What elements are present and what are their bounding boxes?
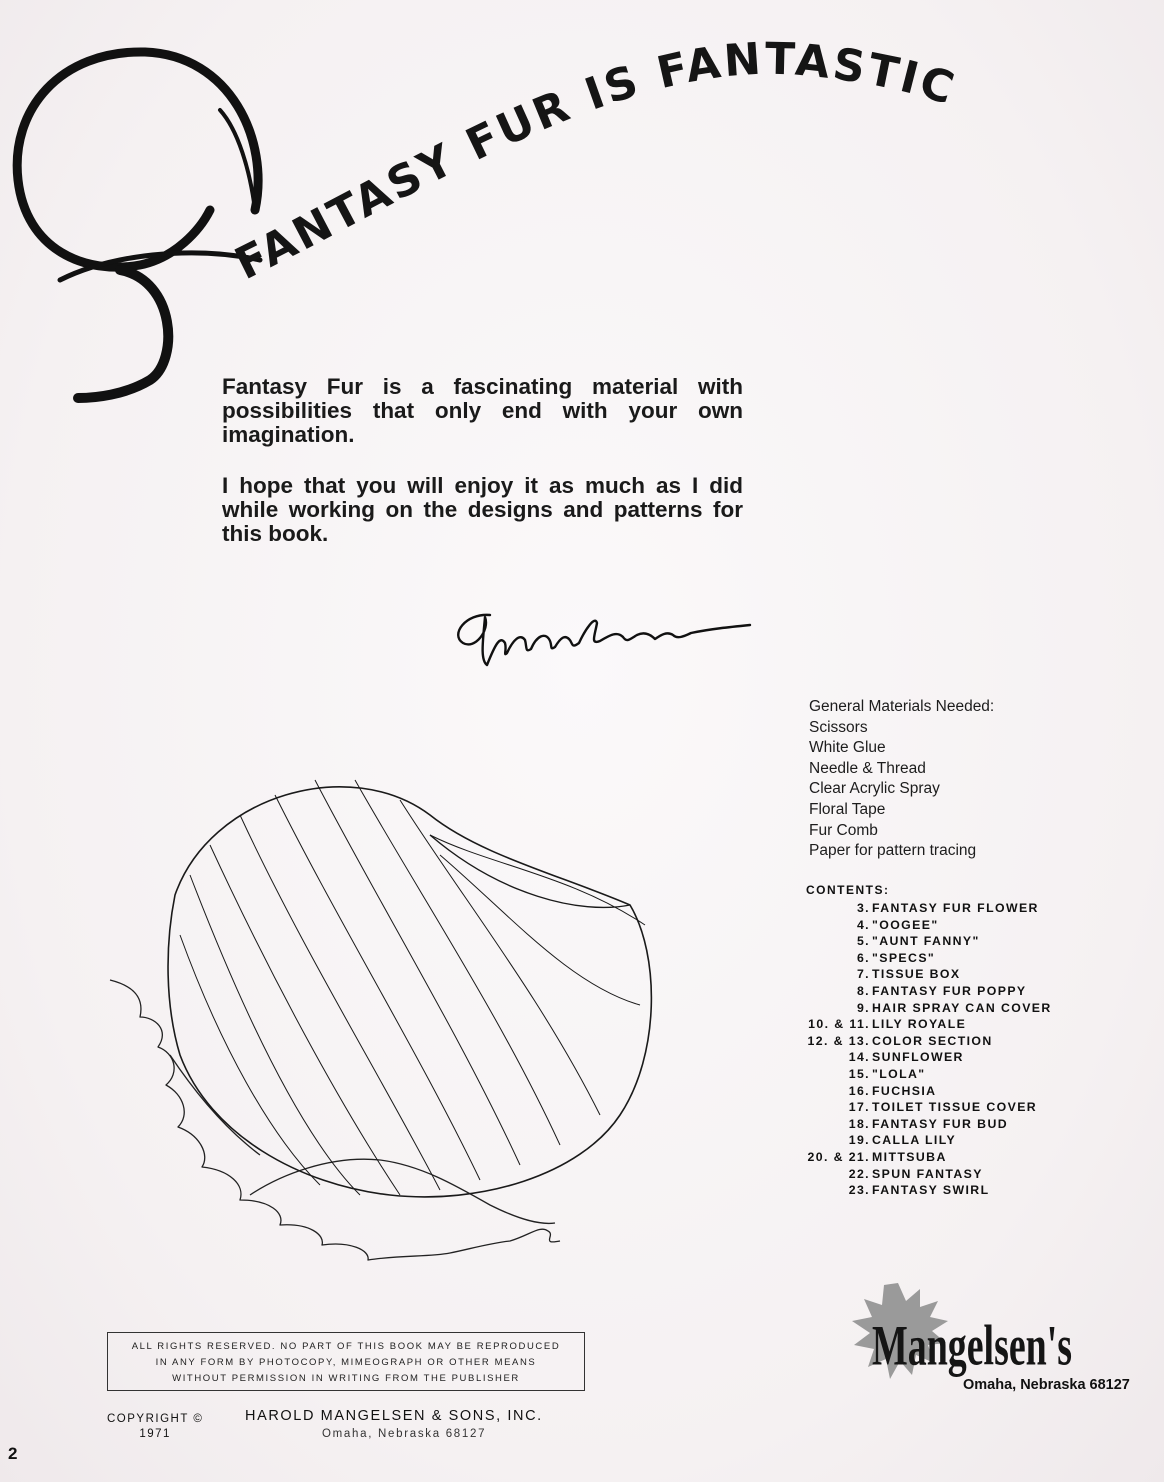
contents-title-text: FANTASY FUR POPPY <box>872 983 1027 998</box>
contents-title-text: TOILET TISSUE COVER <box>872 1100 1038 1115</box>
rights-line: ALL RIGHTS RESERVED. NO PART OF THIS BOOK MAY BE REPRODUCED <box>131 1341 561 1352</box>
contents-page: 12. & 13. <box>807 1033 870 1048</box>
contents-item <box>800 966 1052 983</box>
contents-item <box>800 1066 1052 1083</box>
contents-item <box>800 917 1052 934</box>
contents-item <box>800 1000 1052 1017</box>
publisher-city: Omaha, Nebraska 68127 <box>322 1428 487 1440</box>
contents-title-text: "LOLA" <box>872 1066 926 1081</box>
headline-text: FANTASY FUR IS FANTASTIC <box>227 40 963 290</box>
contents-item <box>800 1016 1052 1033</box>
contents-item <box>800 983 1052 1000</box>
materials-item: Fur Comb <box>809 821 878 839</box>
contents-page: 8. <box>856 983 870 998</box>
materials-item: Paper for pattern tracing <box>809 842 977 860</box>
contents-page: 18. <box>848 1116 870 1131</box>
contents-page: 22. <box>848 1166 870 1181</box>
contents-title-text: "AUNT FANNY" <box>872 934 980 949</box>
copyright-label: COPYRIGHT © <box>107 1413 204 1425</box>
contents-title-text: "OOGEE" <box>872 917 939 932</box>
contents-title-text: LILY ROYALE <box>872 1017 967 1032</box>
materials-title: General Materials Needed: <box>809 698 995 715</box>
contents-title-text: FUCHSIA <box>872 1083 937 1098</box>
contents-title-text: FANTASY FUR FLOWER <box>872 901 1039 915</box>
contents-item <box>800 933 1052 950</box>
contents-page: 4. <box>856 917 870 932</box>
contents-item <box>800 1033 1052 1050</box>
brand-wordmark: Mangelsen's <box>872 1313 1072 1377</box>
mangelsens-logo <box>850 1283 1090 1383</box>
contents-page: 17. <box>848 1100 870 1115</box>
contents-list <box>800 900 1052 1199</box>
contents-title-text: FANTASY FUR BUD <box>872 1116 1009 1131</box>
copyright <box>107 1412 203 1442</box>
contents-item <box>800 1166 1052 1183</box>
contents-page: 6. <box>856 950 870 965</box>
contents-item <box>800 1049 1052 1066</box>
materials-list <box>809 697 994 862</box>
intro-paragraph-2: I hope that you will enjoy it as much as I did while working on the designs and patterns for this book. <box>222 473 743 546</box>
materials-item: Scissors <box>809 718 868 736</box>
brand-city: Omaha, Nebraska 68127 <box>963 1377 1130 1393</box>
contents-page: 5. <box>856 934 870 949</box>
contents-page: 10. & 11. <box>808 1017 870 1032</box>
page-number: 2 <box>8 1444 18 1463</box>
contents-page: 20. & 21. <box>807 1149 870 1164</box>
contents-title-text: MITTSUBA <box>872 1149 947 1164</box>
headline <box>200 40 1080 300</box>
rights-line: IN ANY FORM BY PHOTOCOPY, MIMEOGRAPH OR OTHER MEANS <box>155 1357 537 1368</box>
contents-page: 19. <box>848 1133 870 1148</box>
svg-text:FANTASY FUR IS FANTASTIC <box>227 40 962 290</box>
rights-notice <box>107 1332 585 1391</box>
rights-line: WITHOUT PERMISSION IN WRITING FROM THE PUBLISHER <box>172 1373 520 1384</box>
contents-item <box>800 1116 1052 1133</box>
materials-item: Clear Acrylic Spray <box>809 780 940 798</box>
contents-title-text: SUNFLOWER <box>872 1050 964 1065</box>
contents-title-text: TISSUE BOX <box>872 967 961 982</box>
contents-title: CONTENTS: <box>806 883 890 897</box>
contents-page: 3. <box>856 901 870 915</box>
contents-page: 9. <box>856 1000 870 1015</box>
contents-page: 7. <box>856 967 870 982</box>
copyright-year: 1971 <box>139 1428 171 1440</box>
signature <box>445 595 765 685</box>
contents-item <box>800 1182 1052 1199</box>
contents-page: 16. <box>848 1083 870 1098</box>
contents-item <box>800 1099 1052 1116</box>
contents-page: 15. <box>848 1066 870 1081</box>
materials-item: Floral Tape <box>809 800 886 818</box>
contents-title-text: CALLA LILY <box>872 1133 957 1148</box>
contents-item <box>800 1083 1052 1100</box>
fur-flower-illustration <box>100 755 680 1275</box>
materials-item: Needle & Thread <box>809 759 926 777</box>
contents-title-text: HAIR SPRAY CAN COVER <box>872 1000 1052 1015</box>
contents-page: 14. <box>848 1050 870 1065</box>
contents-item <box>800 950 1052 967</box>
contents-title-text: SPUN FANTASY <box>872 1166 983 1181</box>
contents-item <box>800 1149 1052 1166</box>
contents-title-text: FANTASY SWIRL <box>872 1183 990 1198</box>
contents-title-text: "SPECS" <box>872 950 936 965</box>
materials-item: White Glue <box>809 739 886 757</box>
publisher-name: HAROLD MANGELSEN & SONS, INC. <box>245 1408 543 1424</box>
contents-item <box>800 1132 1052 1149</box>
contents-item <box>800 900 1052 917</box>
contents-page: 23. <box>848 1183 870 1198</box>
contents-title-text: COLOR SECTION <box>872 1033 993 1048</box>
intro-paragraph-1: Fantasy Fur is a fascinating material with possibilities that only end with your own imagination. <box>222 374 743 447</box>
